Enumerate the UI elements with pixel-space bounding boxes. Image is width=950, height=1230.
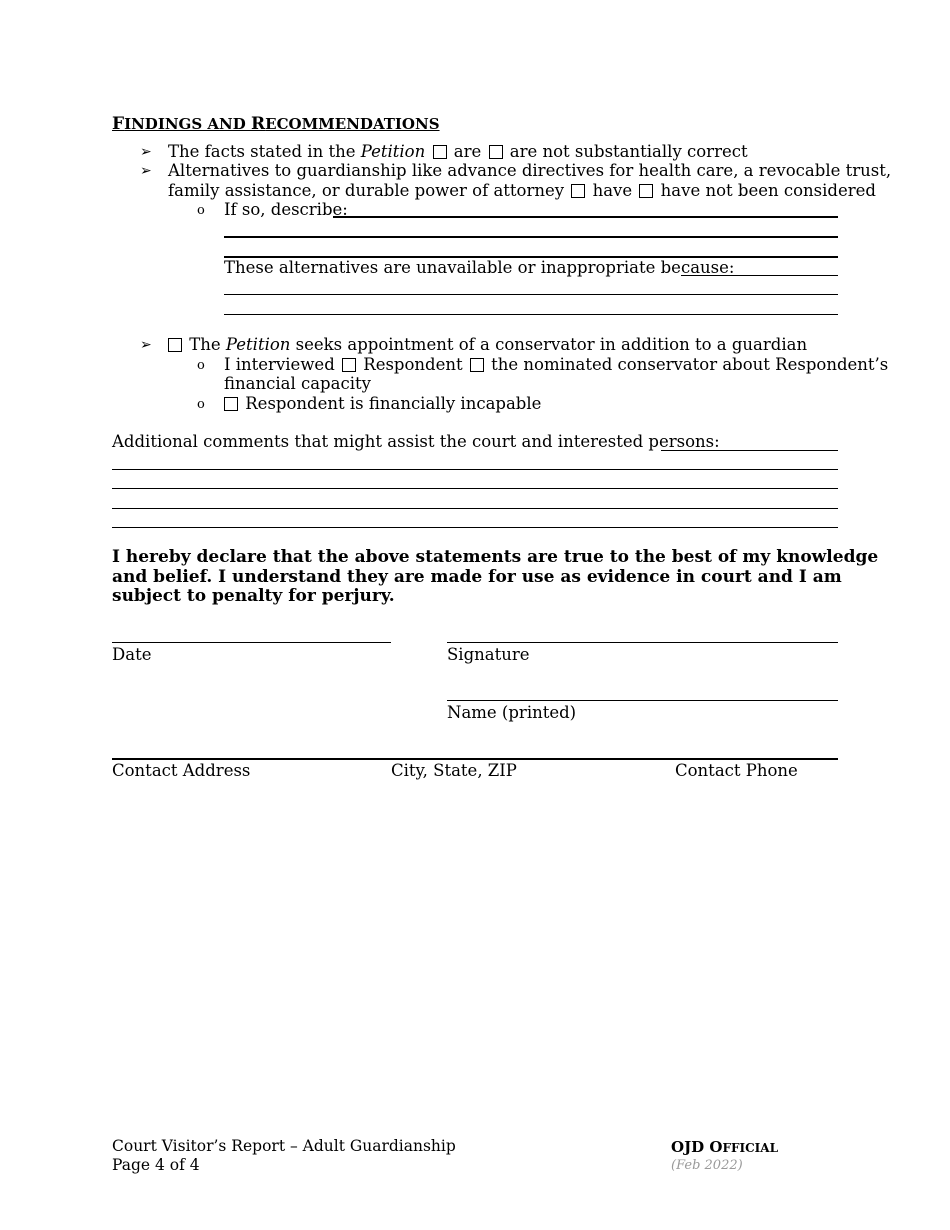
alternatives-line1: Alternatives to guardianship like advance directives for health care, a revocable trust,: [168, 161, 892, 180]
circle-bullet-icon: o: [197, 397, 205, 412]
conservator-statement: The Petition seeks appointment of a conservator in addition to a guardian: [168, 335, 807, 354]
describe-input-line-1[interactable]: [333, 216, 838, 218]
facts-not-correct-checkbox[interactable]: [489, 145, 503, 159]
unavailable-input-line-1[interactable]: [681, 275, 838, 276]
comments-label: Additional comments that might assist the court and interested persons:: [112, 432, 720, 451]
financially-incapable-checkbox[interactable]: [224, 397, 238, 411]
incapable-statement: Respondent is financially incapable: [224, 394, 541, 413]
circle-bullet-icon: o: [197, 358, 205, 373]
signature-input-line[interactable]: [447, 642, 838, 643]
alternatives-line2: family assistance, or durable power of attorney have have not been considered: [168, 181, 876, 200]
date-label: Date: [112, 645, 152, 664]
interviewed-respondent-checkbox[interactable]: [342, 358, 356, 372]
facts-statement: The facts stated in the Petition are are not substantially correct: [168, 142, 748, 161]
interview-line1: I interviewed Respondent the nominated conservator about Respondent’s: [224, 355, 889, 374]
comments-input-line-1[interactable]: [661, 450, 838, 451]
arrow-bullet-icon: ➢: [140, 144, 152, 160]
unavailable-input-line-3[interactable]: [224, 314, 838, 315]
conservator-checkbox[interactable]: [168, 338, 182, 352]
interview-line2: financial capacity: [224, 374, 371, 393]
unavailable-input-line-2[interactable]: [224, 294, 838, 295]
contact-input-line[interactable]: [112, 758, 838, 760]
comments-input-line-2[interactable]: [112, 469, 838, 470]
contact-address-label: Contact Address: [112, 761, 251, 780]
facts-correct-checkbox[interactable]: [433, 145, 447, 159]
comments-input-line-4[interactable]: [112, 508, 838, 509]
comments-input-line-3[interactable]: [112, 488, 838, 489]
alternatives-not-considered-checkbox[interactable]: [639, 184, 653, 198]
comments-input-line-5[interactable]: [112, 527, 838, 528]
describe-input-line-2[interactable]: [224, 236, 838, 238]
ojd-official-label: OJD OFFICIAL: [671, 1138, 779, 1156]
footer-title: Court Visitor’s Report – Adult Guardianship: [112, 1137, 456, 1155]
declaration-line-2: and belief. I understand they are made for use as evidence in court and I am: [112, 567, 842, 587]
contact-phone-label: Contact Phone: [675, 761, 798, 780]
signature-label: Signature: [447, 645, 530, 664]
describe-label: If so, describe:: [224, 200, 348, 219]
interviewed-conservator-checkbox[interactable]: [470, 358, 484, 372]
declaration-line-1: I hereby declare that the above statements are true to the best of my knowledge: [112, 547, 879, 567]
arrow-bullet-icon: ➢: [140, 163, 152, 179]
circle-bullet-icon: o: [197, 203, 205, 218]
name-printed-input-line[interactable]: [447, 700, 838, 701]
unavailable-label: These alternatives are unavailable or inappropriate because:: [224, 258, 735, 277]
city-state-zip-label: City, State, ZIP: [391, 761, 517, 780]
date-input-line[interactable]: [112, 642, 391, 643]
footer-page-number: Page 4 of 4: [112, 1156, 200, 1174]
declaration-line-3: subject to penalty for perjury.: [112, 586, 395, 606]
name-printed-label: Name (printed): [447, 703, 577, 722]
arrow-bullet-icon: ➢: [140, 337, 152, 353]
section-heading: FINDINGS AND RECOMMENDATIONS: [112, 114, 440, 134]
alternatives-considered-checkbox[interactable]: [571, 184, 585, 198]
footer-revision-date: (Feb 2022): [671, 1158, 743, 1173]
